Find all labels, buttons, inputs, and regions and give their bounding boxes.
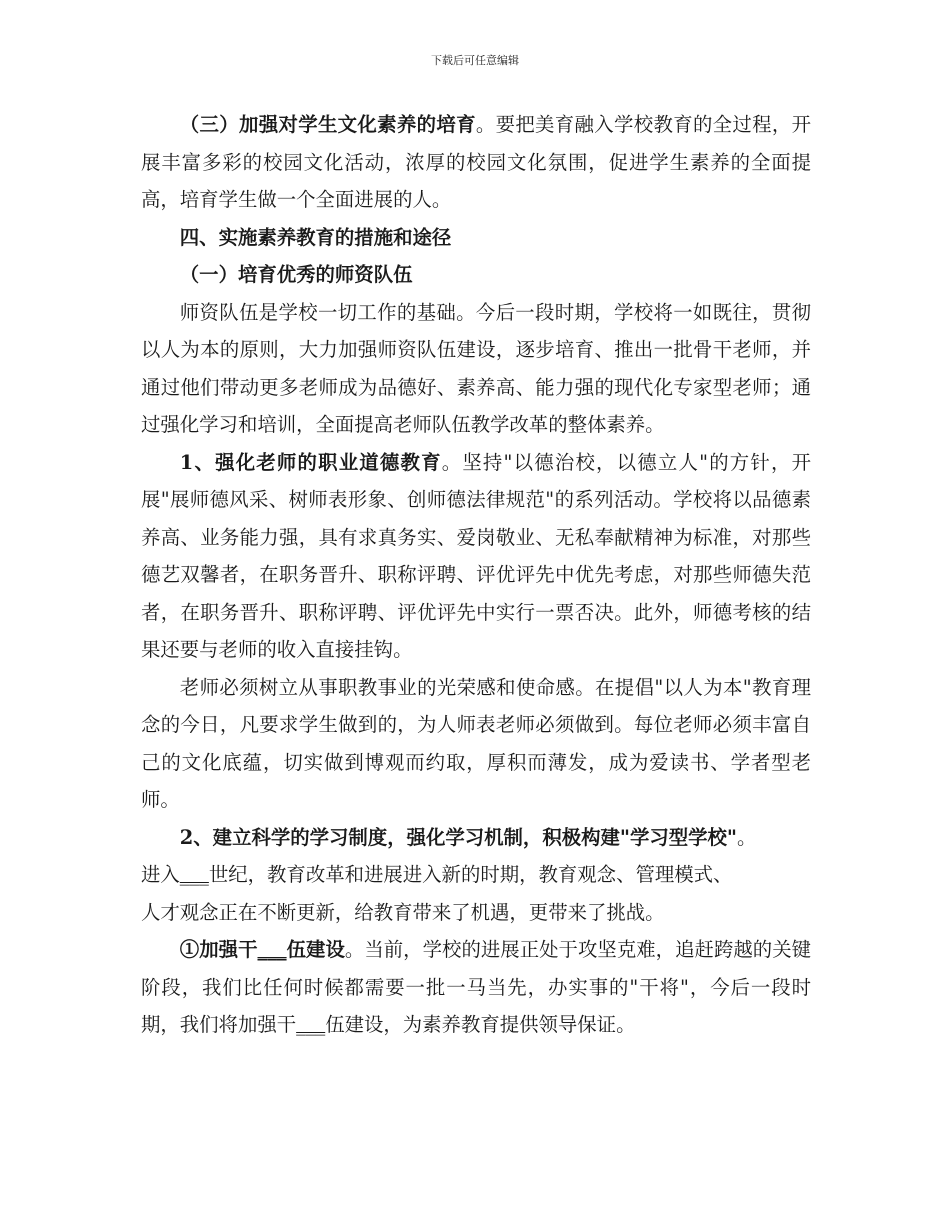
- paragraph-text: 进入: [141, 863, 180, 886]
- paragraph-heading: 1、强化老师的职业道德教育: [179, 450, 442, 474]
- heading-text: 伍建设: [286, 938, 345, 961]
- paragraph-text: 。要把美育融入学校教育的全过程，开展丰富多彩的校园文化活动，浓厚的校园文化氛围，促进学生素养的全面提高，培育学生做一个全面进展的人。: [141, 113, 812, 211]
- fill-blank: ___: [257, 938, 287, 961]
- heading-text: ①加强干: [179, 938, 258, 961]
- section-heading-4: 四、实施素养教育的措施和途径: [179, 225, 452, 249]
- paragraph-text: 世纪，教育改革和进展进入新的时期，教育观念、管理模式、: [208, 863, 733, 886]
- paragraph-text: 。: [737, 825, 757, 849]
- document-body: [141, 106, 811, 1044]
- paragraph-ethics: [141, 444, 811, 669]
- paragraph-line: [141, 856, 811, 894]
- fill-blank: ___: [296, 1013, 326, 1036]
- paragraph-text: 伍建设，为素养教育提供领导保证。: [325, 1013, 636, 1036]
- paragraph-text: 。坚持"以德治校，以德立人"的方针，开展"展师德风采、树师表形象、创师德法律规范"的系列活动。学校将以品德素养高、业务能力强，具有求真务实、爱岗敬业、无私奉献精神为标准，对那些德艺双馨者，在职务晋升、职称评聘、评优评先中优先考虑，对那些师德失范者，在职务晋升、职称评聘、评优评先中实行一票否决。此外，师德考核的结果还要与老师的收入直接挂钩。: [141, 450, 811, 661]
- paragraph-mission: 老师必须树立从事职教事业的光荣感和使命感。在提倡"以人为本"教育理念的今日，凡要求学生做到的，为人师表老师必须做到。每位老师必须丰富自己的文化底蕴，切实做到博观而约取，厚积而薄发，成为爱读书、学者型老师。: [141, 675, 811, 811]
- paragraph-line: [141, 819, 811, 857]
- paragraph-heading: （三）加强对学生文化素养的培育: [179, 113, 476, 136]
- paragraph-learning: [141, 819, 811, 932]
- paragraph-culture: [141, 106, 811, 219]
- subsection-heading-1: （一）培育优秀的师资队伍: [179, 263, 413, 286]
- paragraph-line: 人才观念正在不断更新，给教育带来了机遇，更带来了挑战。: [141, 900, 665, 924]
- paragraph-heading: 2、建立科学的学习制度，强化学习机制，积极构建"学习型学校": [179, 825, 738, 849]
- paragraph-teachers: 师资队伍是学校一切工作的基础。今后一段时期，学校将一如既往，贯彻以人为本的原则，大力加强师资队伍建设，逐步培育、推出一批骨干老师，并通过他们带动更多老师成为品德好、素养高、能力强的现代化专家型老师；通过强化学习和培训，全面提高老师队伍教学改革的整体素养。: [141, 300, 811, 436]
- paragraph-text: 。当前，学校的进展正处于攻坚克难，追赶跨越的关键阶段，我们比任何时候都需要一批一马当先，办实事的"干将"，今后一段时期，我们将加强干: [141, 938, 812, 1036]
- page-header-note: 下载后可任意编辑: [431, 54, 519, 67]
- paragraph-heading: [180, 938, 345, 961]
- paragraph-cadre: [141, 931, 811, 1044]
- fill-blank: ___: [179, 863, 209, 886]
